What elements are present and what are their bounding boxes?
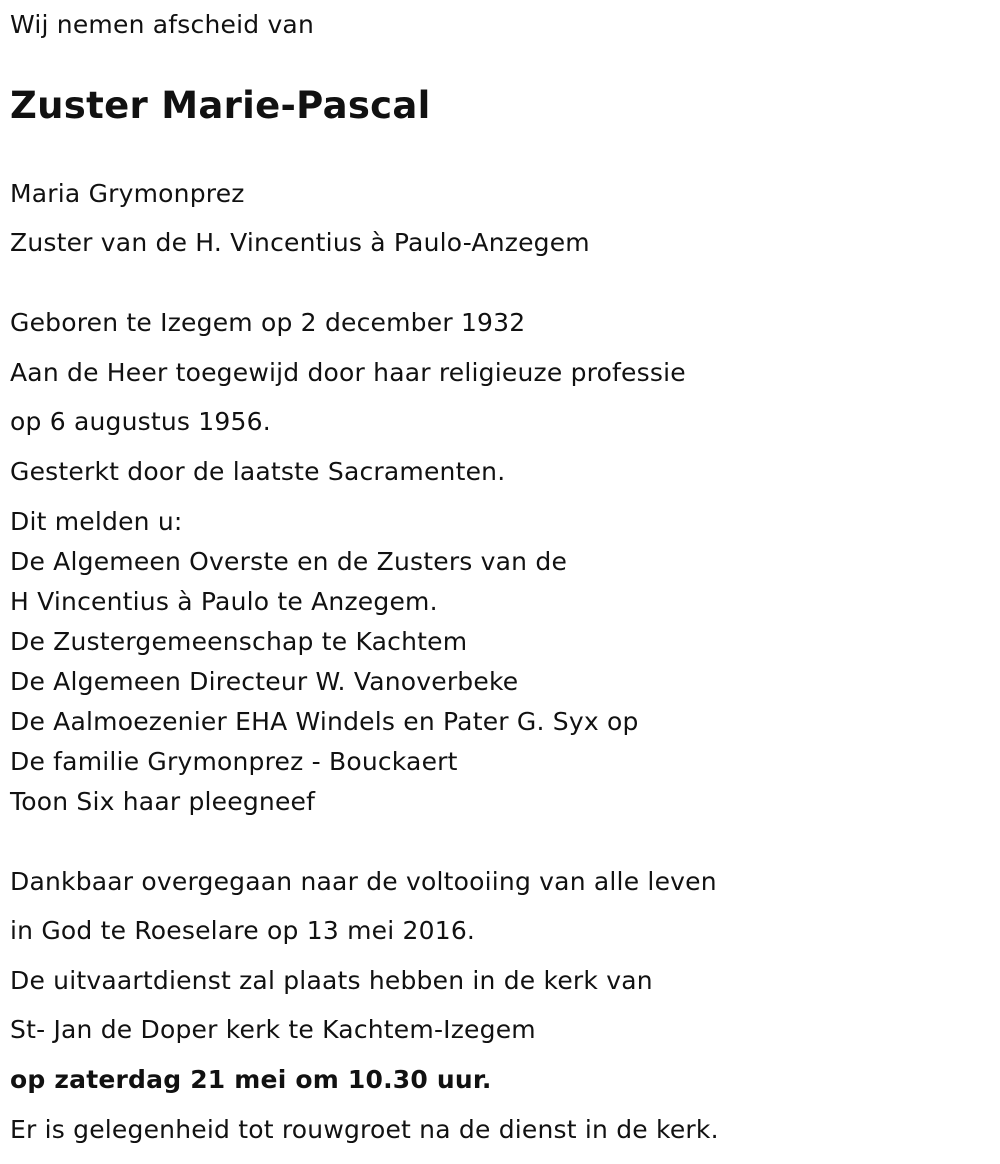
announcer-line: De Algemeen Overste en de Zusters van de (10, 547, 568, 576)
sacraments: Gesterkt door de laatste Sacramenten. (10, 457, 506, 486)
profession-line-2: op 6 augustus 1956. (10, 407, 271, 436)
funeral-line-1: De uitvaartdienst zal plaats hebben in de kerk van (10, 966, 653, 995)
profession-line-1: Aan de Heer toegewijd door haar religieuze professie (10, 358, 686, 387)
announcer-line: H Vincentius à Paulo te Anzegem. (10, 587, 438, 616)
announcers-heading: Dit melden u: (10, 507, 183, 536)
funeral-line-2: St- Jan de Doper kerk te Kachtem-Izegem (10, 1015, 536, 1044)
announcer-line: De familie Grymonprez - Bouckaert (10, 747, 458, 776)
death-line-2: in God te Roeselare op 13 mei 2016. (10, 916, 476, 945)
announcer-line: De Zustergemeenschap te Kachtem (10, 627, 468, 656)
intro-text: Wij nemen afscheid van (10, 10, 314, 39)
announcer-line: De Algemeen Directeur W. Vanoverbeke (10, 667, 519, 696)
condolence-info: Er is gelegenheid tot rouwgroet na de dienst in de kerk. (10, 1115, 719, 1144)
announcer-line: Toon Six haar pleegneef (10, 787, 316, 816)
congregation: Zuster van de H. Vincentius à Paulo-Anzegem (10, 228, 590, 257)
civil-name: Maria Grymonprez (10, 179, 245, 208)
deceased-name: Zuster Marie-Pascal (10, 84, 431, 127)
death-line-1: Dankbaar overgegaan naar de voltooiing van alle leven (10, 867, 717, 896)
announcer-line: De Aalmoezenier EHA Windels en Pater G. Syx op (10, 707, 639, 736)
birth-info: Geboren te Izegem op 2 december 1932 (10, 308, 526, 337)
funeral-date: op zaterdag 21 mei om 10.30 uur. (10, 1065, 492, 1094)
